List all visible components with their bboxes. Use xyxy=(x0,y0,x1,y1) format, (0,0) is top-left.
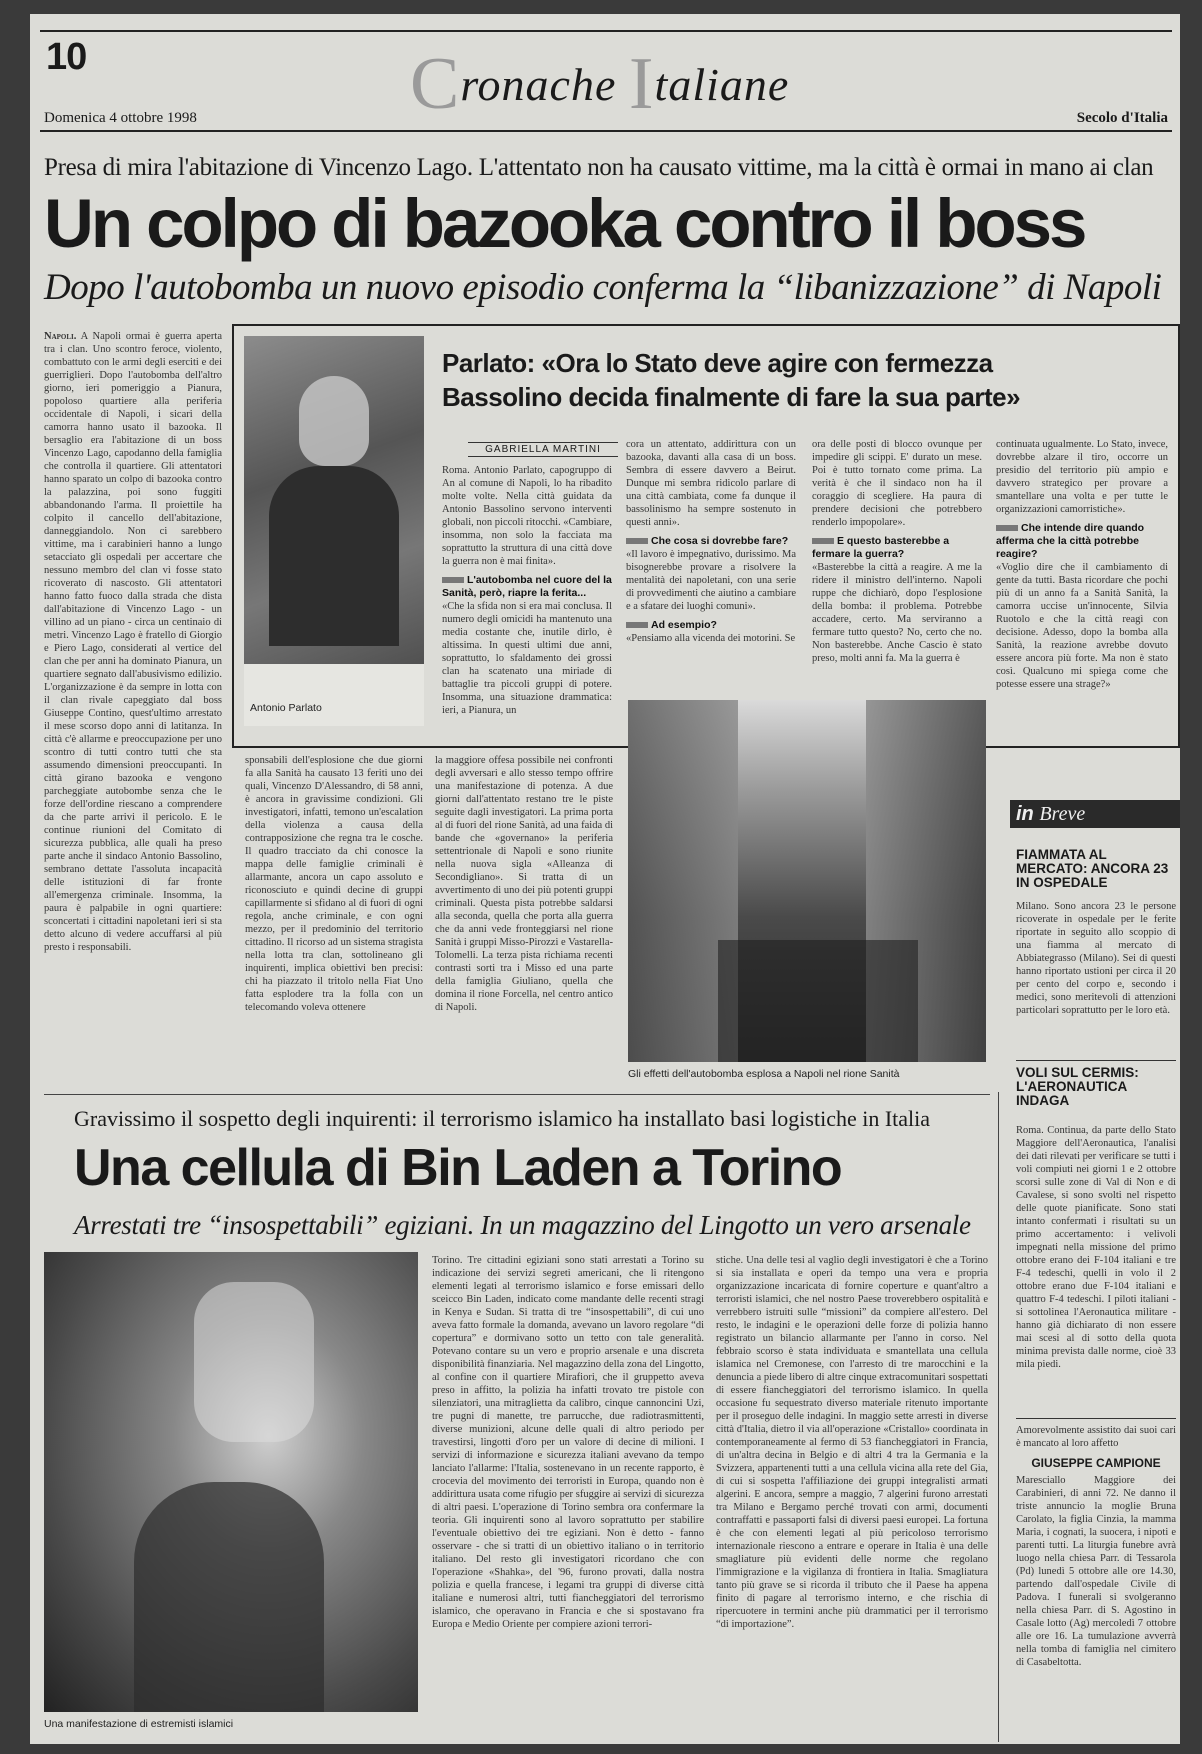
article2-subhead: Arrestati tre “insospettabili” egiziani. In un magazzino del Lingotto un vero arsenale xyxy=(74,1210,971,1240)
obituary-intro: Amorevolmente assistito dai suoi cari è mancato al loro affetto xyxy=(1016,1425,1176,1449)
page-number: 10 xyxy=(46,36,87,78)
brief-divider xyxy=(1016,1060,1176,1061)
crowd-photo xyxy=(44,1252,418,1712)
interview-col2c-text: «Pensiamo alla vicenda dei motorini. Se xyxy=(626,633,796,644)
interview-question-3 xyxy=(626,619,796,632)
interview-question-4-text: E questo basterebbe a fermare la guerra? xyxy=(812,535,950,560)
interview-col3b-text: «Basterebbe la città a reagire. A me la ridere il ministro dell'interno. Napoli ruppe che dichiarò, dopo l'esplosione della bomba: il problema. Potrebbe accadere, certo. Ma serviranno a fermare tutto questo? No, certo che no. Non basterebbe. Anche Cascio è stato preso, molti anni fa. Ma la guerra è xyxy=(812,562,982,664)
interview-column-4 xyxy=(996,438,1168,738)
article2-headline: Una cellula di Bin Laden a Torino xyxy=(74,1139,842,1197)
obituary-text: Maresciallo Maggiore dei Carabinieri, di anni 72. Ne danno il triste annuncio la moglie Bruna Carolato, la figlia Cinzia, la mamma Maria, i cognati, la suocera, i nipoti e parenti tutti. La liturgia funebre avrà luogo nella chiesa Parr. di Tessarola (Pd) lunedì 5 ottobre alle ore 14.30, partendo dall'ospedale Civile di Padova. I funerali si svolgeranno nella chiesa Parr. di S. Agostino in Casale lotto (Ag) mercoledì 7 ottobre alle ore 16. La tumulazione avverrà nella tomba di famiglia nel cimitero di Casabeltotta. xyxy=(1016,1475,1176,1668)
crowd-photo-raised-hand xyxy=(194,1282,314,1442)
interview-col1b-text: «Che la sfida non si era mai conclusa. Il numero degli omicidi ha mantenuto una media costante che, inutile dirlo, è altissima. In questi ultimi due anni, soprattutto, lo sfaldamento dei grossi clan ha scatenato una miriade di battaglie tra piccoli gruppi di potere. Insomma, una situazione drammatica: ieri, a Pianura, un xyxy=(442,601,612,716)
masthead-initial-i: I xyxy=(628,43,655,125)
article1-subhead: Dopo l'autobomba un nuovo episodio conferma la “libanizzazione” di Napoli xyxy=(44,267,1162,308)
question-marker xyxy=(442,577,464,583)
obituary-name: GIUSEPPE CAMPIONE xyxy=(1031,1456,1161,1470)
portrait-photo xyxy=(244,336,424,726)
portrait-face-shape xyxy=(299,376,369,466)
newspaper-name: Secolo d'Italia xyxy=(1076,110,1168,126)
interview-question-5 xyxy=(996,522,1168,561)
top-rule xyxy=(40,30,1172,32)
street-photo xyxy=(628,700,986,1062)
masthead-word-italiane: taliane xyxy=(654,59,790,110)
interview-col3-text: ora delle posti di blocco ovunque per impedire gli scippi. E' durato un mese. Poi è tutto tornato come prima. La verità è che il sindaco non ha il coraggio di scegliere. Ha paura di prendere decisioni che potrebbero renderlo impopolare». xyxy=(812,439,982,528)
interview-headline-line2: Bassolino decida finalmente di fare la sua parte» xyxy=(442,382,1021,412)
interview-col4-text: continuata ugualmente. Lo Stato, invece, dovrebbe alzare il tiro, occorre un presidio del territorio più ampio e davvero strategico per provare a smantellare una volta e per tutte le organizzazioni camorristiche». xyxy=(996,439,1168,515)
interview-headline xyxy=(442,346,1020,414)
interview-col2-text: cora un attentato, addirittura con un bazooka, davanti alla casa di un boss. Sembra di essere davvero a Beirut. Dunque mi sembra ridicolo parlare di una città cambiata, come fa dunque il bassolinismo ha sempre sostenuto in questi anni». xyxy=(626,439,796,528)
obituary-divider xyxy=(1016,1418,1176,1419)
in-breve-banner xyxy=(1010,800,1180,828)
crowd-photo-caption: Una manifestazione di estremisti islamici xyxy=(44,1718,234,1730)
article1-column-3: la maggiore offesa possibile nei confronti degli avversari e allo stesso tempo offrire una manifestazione di potenza. A due giorni dall'attentato restano tre le piste seguite dagli investigatori. La prima porta al di fuori del rione Sanità, ad una faida di bande che «governano» la periferia settentrionale di Napoli e sono riunite nella nuova sigla «Alleanza di Secondigliano». Si tratta di un avvertimento di uno dei più potenti gruppi criminali. Questa pista potrebbe saldarsi alla seconda, quella che porta alla guerra che da anni vede fronteggiarsi nel rione Sanità i gruppi Misso-Pirozzi e Vastarella-Tolomelli. La terza pista richiama recenti contrasti sorti tra i Misso ed una parte della famiglia Giuliano, quella che domina il rione Forcella, nel centro antico di Napoli. xyxy=(435,755,613,1013)
portrait-caption-band xyxy=(244,664,424,726)
masthead-initial-c: C xyxy=(410,43,461,125)
interview-column-2 xyxy=(626,438,796,702)
article1-column-1 xyxy=(44,330,222,1090)
article2-column-1: Torino. Tre cittadini egiziani sono stati arrestati a Torino su indicazione dei servizi segreti americani, che li ritengono elementi legati al terrorismo islamico e forse emissari dello sceicco Bin Laden, indicato come mandante delle recenti stragi in Kenya e Sudan. Si tratta di tre “insospettabili”, di cui uno aveva fatto formale la domanda, avevano un lavoro regolare “di copertura” e dormivano sotto un tetto con tale generalità. Potevano contare su un vero e proprio arsenale e una discreta disponibilità finanziaria. Nel magazzino della zona del Lingotto, al confine con il quartiere Mirafiori, che il gruppetto aveva preso in affitto, la polizia ha infatti trovato tre pistole con silenziatori, una mitraglietta da calibro, cinque cannoncini Uzi, tre pugni di manette, tre parrucche, due radiotrasmittenti, diverse munizioni, alcune delle quali di altro periodo per travestirsi, lingotti d'oro per un valore di decine di milioni. I servizi di informazione e sicurezza italiani avevano da tempo lanciato l'allarme: l'Italia, sostenevano in un recente rapporto, è crocevia del movimento dei terroristi in Europa, quando non è addirittura usata come rifugio per sfuggire ai servizi di sicurezza di altri paesi. L'operazione di Torino sembra ora confermare la teoria. Gli inquirenti sono al lavoro soprattutto per stabilire l'eventuale obiettivo dei tre egiziani. Non è detto - fanno osservare - che si tratti di un obiettivo italiano o in territorio italiano. Del resto gli investigatori ricordano che con l'operazione «Shahka», del '96, furono provati, dalla nostra polizia e quella francese, i legami tra gruppi di diverse città italiane e numerosi altri, tutti fiancheggiatori del terrorismo islamico, che operavano in Francia e che si spostavano fra Europa e Medio Oriente per compiere azioni terrori- xyxy=(432,1255,704,1630)
in-breve-in: in xyxy=(1016,803,1034,825)
street-photo-crowd xyxy=(718,940,918,1062)
interview-question-1-text: L'autobomba nel cuore del la Sanità, però, riapre la ferita... xyxy=(442,574,612,599)
interview-col4b-text: «Voglio dire che il cambiamento di gente da tutti. Basta ricordare che pochi più di un anno fa a Sanità Sanità, la camorra uccise un'innocente, Silvia Ruotolo e che la città reagì con decisione. Adesso, dopo la bomba alla Sanità, la reazione avrebbe dovuto essere ancora più forte. Ma non è stato così. Qualcuno mi spiega come che potesse essere una strage?» xyxy=(996,562,1168,690)
article1-dateline: Napoli. xyxy=(44,331,77,342)
article2-rule xyxy=(44,1094,990,1095)
portrait-caption: Antonio Parlato xyxy=(250,702,322,714)
question-marker xyxy=(626,538,648,544)
crowd-photo-foreground-figure xyxy=(134,1482,324,1712)
brief1-text: Milano. Sono ancora 23 le persone ricoverate in ospedale per le ferite riportate in seguito allo scoppio di una fiamma al mercato di Abbiategrasso (Milano). Sei di questi hanno riportato ustioni per circa il 20 per cento del corpo e, secondo i medici, sono meritevoli di attenzioni particolari soprattutto per le loro età. xyxy=(1016,901,1176,1016)
sidebar-divider xyxy=(998,1092,999,1742)
article1-kicker: Presa di mira l'abitazione di Vincenzo Lago. L'attentato non ha causato vittime, ma la città è ormai in mano ai clan xyxy=(44,154,1154,181)
article2-column-2: stiche. Una delle tesi al vaglio degli investigatori è che a Torino si sia installata e operi da tempo una vera e propria organizzazione incaricata di fornire coperture e quant'altro a terroristi islamici, che nel nostro Paese troverebbero ospitalità e verrebbero istruiti sulle “missioni” da compiere all'estero. Del resto, le indagini e le operazioni delle forze di polizia hanno registrato un bilancio allarmante per l'anno in corso. Nel febbraio scorso è stata individuata e smantellata una cellula islamica nel Cremonese, con l'arresto di tre marocchini e la denuncia a piede libero di altre cinque extracomunitari sospettati di essere fiancheggiatori del terrorismo islamico. In quella occasione fu sequestrato diverso materiale ritenuto importante per il proseguo delle indagini. In maggio sette arresti in diverse città d'Italia, dietro il via all'operazione «Cristallo» coordinata in contemporaneamente al fermo di 53 fiancheggiatori in Francia, di un'altra decina in Belgio e di altri 4 tra la Germania e la Svizzera, appartenenti tutti a una cellula vicina alla rete del Gia, di cui si sospetta l'affiliazione dei gruppi integralisti armati algerini. E ancora, sempre a maggio, 7 algerini furono arrestati tra Milano e Bergamo perché trovati con armi, documenti contraffatti e passaporti falsi di diversi paesi europei. La fortuna è che con elementi legati al più pericoloso terrorismo internazionale riescono a entrare e operare in Italia è una delle smagliature più evidenti delle norme che regolano l'immigrazione e la vigilanza di frontiera in Italia. Smagliatura tanto più grave se si ricorda il tributo che il Paese ha appena finito di pagare al terrorismo interno, e che rischia di ripercuotere in termini anche più drammatici per il terrorismo “di importazione”. xyxy=(716,1255,988,1630)
article1-column-2: sponsabili dell'esplosione che due giorni fa alla Sanità ha causato 13 feriti uno dei quali, Vincenzo D'Alessandro, di 58 anni, è ancora in gravissime condizioni. Gli investigatori, infatti, temono un'escalation della violenza a causa della contrapposizione che regna tra le cosche. Il quadro tracciato da chi conosce la mappa delle famiglie criminali è allarmante, ancora un capo assoluto e riconosciuto e quindi decine di gruppi capillarmente si sfidano al di fuori di ogni regola, anche criminale, e con ogni mezzo, per il predominio del territorio cittadino. Il ricorso ad un sistema stragista nella lotta tra clan, sottolineano gli inquirenti, implica obiettivi ben precisi: chi ha piazzato il tritolo nella Fiat Uno fatta esplodere tra la folla con un telecomando voleva ottenere xyxy=(245,755,423,1013)
interview-col1-text: Roma. Antonio Parlato, capogruppo di An al comune di Napoli, lo ha ribadito molte volte. Nella città guidata da Antonio Bassolino servono interventi globali, non piccoli ritocchi. «Cambiare, insomma, non solo la facciata ma soprattutto la struttura di una città dove la guerra non è mai finita». xyxy=(442,465,612,567)
question-marker xyxy=(626,622,648,628)
interview-byline: GABRIELLA MARTINI xyxy=(468,442,618,457)
portrait-body-shape xyxy=(269,466,399,646)
masthead-word-cronache: ronache xyxy=(460,59,629,110)
street-photo-caption: Gli effetti dell'autobomba esplosa a Napoli nel rione Sanità xyxy=(628,1068,900,1080)
question-marker xyxy=(996,525,1018,531)
interview-question-3-text: Ad esempio? xyxy=(651,619,717,631)
header-rule xyxy=(40,130,1172,132)
interview-question-4 xyxy=(812,535,982,561)
article1-col1-text: A Napoli ormai è guerra aperta tra i clan. Uno scontro feroce, violento, combattuto con le armi degli eserciti e dei guerriglieri. Dopo l'autobomba dell'altro giorno, ieri pomeriggio a Pianura, popoloso quartiere alla periferia occidentale di Napoli, i sicari della camorra hanno usato il bazooka. Il bersaglio era l'abitazione di un boss Vincenzo Lago, capodanno della famiglia che controlla il quartiere. Gli attentatori hanno sparato un colpo di bazooka contro la palazzina, poi sono fuggiti abbandonando l'arma. Il proiettile ha colpito il cancello dell'abitazione, danneggiandolo. Non ci sarebbero vittime, ma i carabinieri hanno a lungo setacciato gli ospedali per accertare che nessuno membro del clan vi fosse stato ricoverato di nascosto. Gli attentatori hanno fatto fuoco dalla strada che dista dall'abitazione di Vincenzo Lago - un villino ad un piano - circa un centinaio di metri. Vincenzo Lago è fratello di Giorgio e Piero Lago, considerati al vertice del clan che per anni ha dominato Pianura, un quartiere segnato dall'abusivismo edilizio. L'organizzazione è da sempre in lotta con il clan rivale capeggiato dal boss Giuseppe Contino, quest'ultimo arrestato il mese scorso dopo anni di latitanza. In città c'è allarme e preoccupazione per uno scontro di tutti contro tutti che sta assumendo dimensioni preoccupanti. In città girano bazooka e vengono parcheggiate autobombe senza che le forze dell'ordine riescano a comprendere da che parte arrivi il pericolo. E le continue riunioni del Comitato di sicurezza pubblica, alle quali ha preso parte anche il sindaco Antonio Bassolino, sembrano dettate l'assoluta incapacità delle istituzioni di far fronte all'emergenza criminale. Insomma, la paura è palpabile in ogni quartiere: sconcertati i cittadini napoletani ieri si sta detto alcuno di vedere accuffarsi al più presto i responsabili. xyxy=(44,331,222,953)
section-masthead xyxy=(410,42,789,127)
interview-column-3 xyxy=(812,438,982,702)
interview-question-2 xyxy=(626,535,796,548)
brief2-text: Roma. Continua, da parte dello Stato Maggiore dell'Aeronautica, l'analisi dei dati rilevati per verificare se tutti i voli compiuti nei giorni 1 e 2 ottobre scorsi sulle zone di Val di Non e di Cavalese, si sono svolti nel rispetto delle quote pianificate. Sono stati intanto confermati i risultati su un primo accertamento: i velivoli impegnati nella missione del primo ottobre erano dei F-104 italiani e tre F-4 tedeschi, quelli in volo il 2 ottobre erano due F-104 italiani e quattro F-4 tedeschi. I piloti italiani - si sottolinea l'Aeronautica militare - hanno già dichiarato di non essere mai scesi al di sotto della quota minima prevista dalle norme, cioè 33 mila piedi. xyxy=(1016,1125,1176,1370)
interview-column-1 xyxy=(442,464,612,742)
interview-col2b-text: «Il lavoro è impegnativo, durissimo. Ma bisognerebbe provare a risolvere la mentalità dei napoletani, con una serie di provvedimenti che aiutino a cambiare e a sfatare dei luoghi comuni». xyxy=(626,549,796,612)
issue-date: Domenica 4 ottobre 1998 xyxy=(44,110,197,126)
brief1-headline: FIAMMATA AL MERCATO: ANCORA 23 IN OSPEDALE xyxy=(1016,847,1169,890)
interview-headline-line1: Parlato: «Ora lo Stato deve agire con fermezza xyxy=(442,348,993,378)
brief2-headline: VOLI SUL CERMIS: L'AERONAUTICA INDAGA xyxy=(1016,1065,1139,1108)
question-marker xyxy=(812,538,834,544)
interview-question-5-text: Che intende dire quando afferma che la città potrebbe reagire? xyxy=(996,522,1145,560)
in-breve-word: Breve xyxy=(1039,803,1086,825)
article2-kicker: Gravissimo il sospetto degli inquirenti: il terrorismo islamico ha installato basi logistiche in Italia xyxy=(74,1106,931,1131)
interview-question-1 xyxy=(442,574,612,600)
article1-headline: Un colpo di bazooka contro il boss xyxy=(44,185,1085,262)
interview-question-2-text: Che cosa si dovrebbe fare? xyxy=(651,535,789,547)
newspaper-page xyxy=(30,14,1180,1744)
